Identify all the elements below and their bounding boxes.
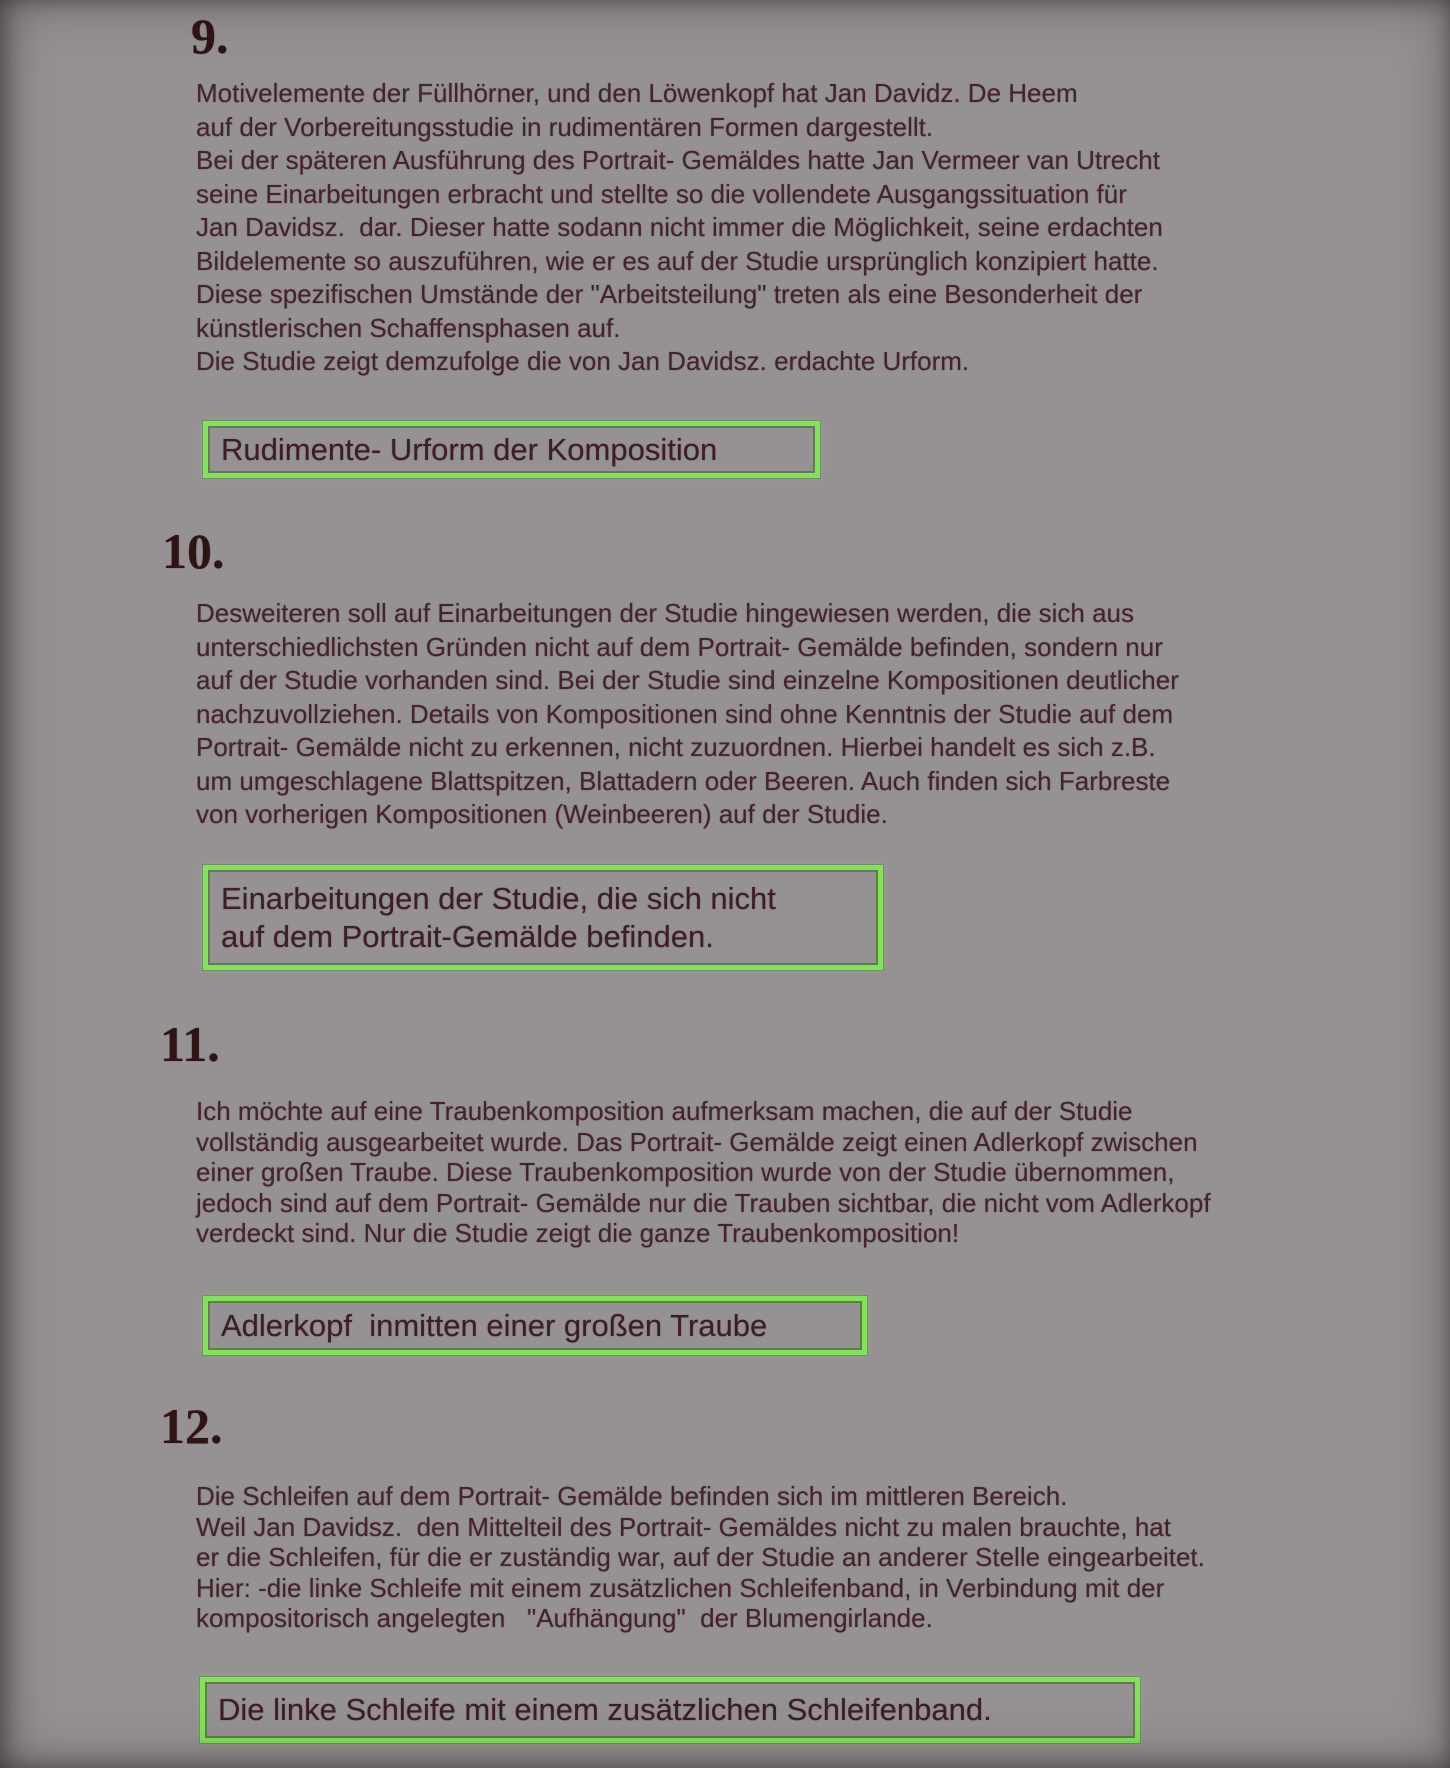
paragraph-line: Hier: -die linke Schleife mit einem zusätzlichen Schleifenband, in Verbindung mit der bbox=[196, 1572, 1165, 1603]
caption-text: Einarbeitungen der Studie, die sich nicht bbox=[221, 880, 776, 916]
paragraph-line: Weil Jan Davidsz. den Mittelteil des Portrait- Gemäldes nicht zu malen brauchte, hat bbox=[196, 1511, 1171, 1542]
section-11-paragraph bbox=[196, 1096, 1211, 1249]
paragraph-line: jedoch sind auf dem Portrait- Gemälde nur die Trauben sichtbar, die nicht vom Adlerkopf bbox=[196, 1187, 1211, 1218]
paragraph-line: Motivelemente der Füllhörner, und den Löwenkopf hat Jan Davidz. De Heem bbox=[196, 78, 1078, 108]
paragraph-line: Diese spezifischen Umstände der "Arbeitsteilung" treten als eine Besonderheit der bbox=[196, 279, 1143, 309]
section-9-paragraph bbox=[196, 77, 1163, 379]
paragraph-line: Die Studie zeigt demzufolge die von Jan Davidsz. erdachte Urform. bbox=[196, 346, 970, 376]
paragraph-line: vollständig ausgearbeitet wurde. Das Portrait- Gemälde zeigt einen Adlerkopf zwischen bbox=[196, 1126, 1198, 1157]
paragraph-line: von vorherigen Kompositionen (Weinbeeren) auf der Studie. bbox=[196, 799, 888, 829]
paragraph-line: auf der Studie vorhanden sind. Bei der Studie sind einzelne Kompositionen deutlicher bbox=[196, 665, 1179, 695]
paragraph-line: Bildelemente so auszuführen, wie er es auf der Studie ursprünglich konzipiert hatte. bbox=[196, 245, 1159, 276]
caption-box-adlerkopf bbox=[203, 1296, 867, 1355]
caption-text: auf dem Portrait-Gemälde befinden. bbox=[221, 918, 714, 954]
paragraph-line: Ich möchte auf eine Traubenkomposition aufmerksam machen, die auf der Studie bbox=[196, 1096, 1133, 1126]
section-number-9: 9. bbox=[191, 8, 229, 64]
paragraph-line: einer großen Traube. Diese Traubenkomposition wurde von der Studie übernommen, bbox=[196, 1157, 1175, 1187]
caption-text: Adlerkopf inmitten einer großen Traube bbox=[221, 1307, 768, 1343]
caption-text: Rudimente- Urform der Komposition bbox=[221, 431, 718, 467]
caption-box-schleife bbox=[200, 1677, 1140, 1743]
paragraph-line: Die Schleifen auf dem Portrait- Gemälde befinden sich im mittleren Bereich. bbox=[196, 1481, 1068, 1511]
paragraph-line: Portrait- Gemälde nicht zu erkennen, nicht zuzuordnen. Hierbei handelt es sich z.B. bbox=[196, 732, 1156, 762]
caption-box-rudimente bbox=[203, 421, 820, 478]
paragraph-line: Desweiteren soll auf Einarbeitungen der Studie hingewiesen werden, die sich aus bbox=[196, 598, 1135, 628]
paragraph-line: er die Schleifen, für die er zuständig war, auf der Studie an anderer Stelle eingearbeitet. bbox=[196, 1542, 1205, 1572]
paragraph-line: auf der Vorbereitungsstudie in rudimentären Formen dargestellt. bbox=[196, 111, 934, 142]
paragraph-line: kompositorisch angelegten "Aufhängung" der Blumengirlande. bbox=[196, 1603, 933, 1633]
section-number-10: 10. bbox=[162, 523, 225, 579]
paragraph-line: Bei der späteren Ausführung des Portrait- Gemäldes hatte Jan Vermeer van Utrecht bbox=[196, 145, 1160, 175]
paragraph-line: seine Einarbeitungen erbracht und stellte so die vollendete Ausgangssituation für bbox=[196, 178, 1127, 209]
section-10-paragraph bbox=[196, 597, 1179, 832]
section-12-paragraph bbox=[196, 1481, 1205, 1634]
section-number-11: 11. bbox=[160, 1016, 220, 1072]
caption-text: Die linke Schleife mit einem zusätzlichen Schleifenband. bbox=[218, 1692, 992, 1727]
paragraph-line: künstlerischen Schaffensphasen auf. bbox=[196, 312, 621, 343]
paragraph-line: unterschiedlichsten Gründen nicht auf dem Portrait- Gemälde befinden, sondern nur bbox=[196, 631, 1163, 662]
paragraph-line: um umgeschlagene Blattspitzen, Blattadern oder Beeren. Auch finden sich Farbreste bbox=[196, 765, 1171, 796]
section-number-12: 12. bbox=[160, 1398, 223, 1454]
caption-box-einarbeitungen bbox=[203, 865, 883, 970]
paragraph-line: Jan Davidsz. dar. Dieser hatte sodann nicht immer die Möglichkeit, seine erdachten bbox=[196, 212, 1163, 242]
paragraph-line: nachzuvollziehen. Details von Kompositionen sind ohne Kenntnis der Studie auf dem bbox=[196, 698, 1174, 729]
paragraph-line: verdeckt sind. Nur die Studie zeigt die ganze Traubenkomposition! bbox=[196, 1218, 960, 1248]
